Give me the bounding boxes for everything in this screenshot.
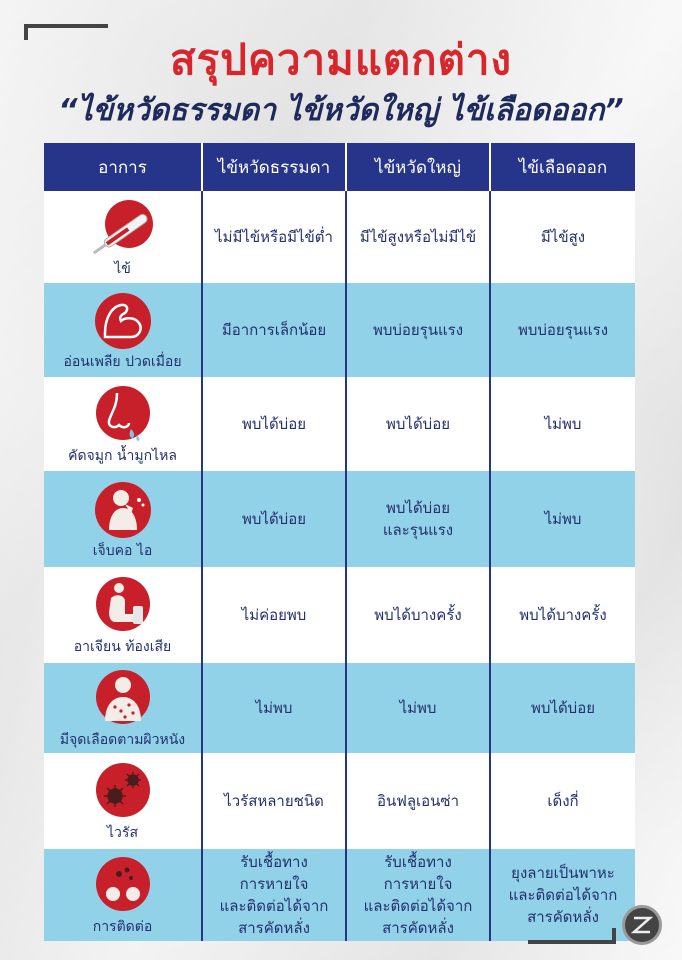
cell-influenza: พบได้บางครั้ง [346, 567, 490, 663]
symptom-cell [44, 663, 202, 753]
symptom-label: อ่อนเพลีย ปวดเมื่อย [63, 354, 182, 370]
brand-logo-icon [622, 905, 662, 945]
table-row [44, 471, 635, 567]
toilet-person-icon [91, 574, 155, 638]
cell-dengue: พบบ่อยรุนแรง [490, 283, 635, 377]
cell-dengue: ไม่พบ [490, 471, 635, 567]
cell-influenza: พบได้บ่อย และรุนแรง [346, 471, 490, 567]
cell-common-cold: รับเชื้อทาง การหายใจ และติดต่อได้จาก สารคัดหลั่ง [202, 849, 346, 941]
cell-dengue: เด็งกี่ [490, 753, 635, 849]
cell-influenza: พบได้บ่อย [346, 377, 490, 471]
cell-influenza: ไม่พบ [346, 663, 490, 753]
cell-common-cold: พบได้บ่อย [202, 377, 346, 471]
symptom-cell [44, 377, 202, 471]
cell-dengue: ไม่พบ [490, 377, 635, 471]
symptom-cell [44, 283, 202, 377]
spread-transmission-icon [91, 854, 155, 918]
symptom-cell [44, 567, 202, 663]
symptom-label: คัดจมูก น้ำมูกไหล [68, 448, 177, 464]
cell-influenza: อินฟลูเอนซ่า [346, 753, 490, 849]
cell-common-cold: ไม่มีไข้หรือมีไข้ต่ำ [202, 191, 346, 283]
header-dengue: ไข้เลือดออก [490, 143, 635, 191]
header-symptom: อาการ [44, 143, 202, 191]
thermometer-icon [91, 196, 155, 260]
symptom-label: การติดต่อ [92, 919, 153, 935]
cell-common-cold: ไม่พบ [202, 663, 346, 753]
virus-icon [91, 760, 155, 824]
table-row [44, 283, 635, 377]
comparison-table [44, 143, 635, 941]
cell-dengue: พบได้บ่อย [490, 663, 635, 753]
cell-dengue: พบได้บางครั้ง [490, 567, 635, 663]
cell-common-cold: ไวรัสหลายชนิด [202, 753, 346, 849]
symptom-cell [44, 753, 202, 849]
symptom-label: ไข้ [114, 261, 131, 277]
skin-rash-icon [91, 667, 155, 731]
cell-influenza: มีไข้สูงหรือไม่มีไข้ [346, 191, 490, 283]
cell-influenza: พบบ่อยรุนแรง [346, 283, 490, 377]
header-influenza: ไข้หวัดใหญ่ [346, 143, 490, 191]
muscle-arm-icon [91, 289, 155, 353]
corner-bracket-bottom-right [528, 928, 616, 944]
table-row [44, 567, 635, 663]
cell-dengue: มีไข้สูง [490, 191, 635, 283]
symptom-label: เจ็บคอ ไอ [92, 543, 153, 559]
cell-dengue: ยุงลายเป็นพาหะ และติดต่อได้จาก สารคัดหลั่ง [490, 849, 635, 941]
cell-common-cold: พบได้บ่อย [202, 471, 346, 567]
table-row [44, 753, 635, 849]
header-common-cold: ไข้หวัดธรรมดา [202, 143, 346, 191]
table-row [44, 377, 635, 471]
page-title: สรุปความแตกต่าง [170, 35, 512, 84]
table-row [44, 191, 635, 283]
cell-common-cold: ไม่ค่อยพบ [202, 567, 346, 663]
symptom-label: มีจุดเลือดตามผิวหนัง [59, 732, 186, 748]
symptom-cell [44, 471, 202, 567]
table-header-row [44, 143, 635, 191]
symptom-cell [44, 849, 202, 941]
coughing-person-icon [91, 478, 155, 542]
page-subtitle: “ไข้หวัดธรรมดา ไข้หวัดใหญ่ ไข้เลือดออก” [58, 93, 624, 128]
z-logo-icon [631, 914, 653, 936]
cell-influenza: รับเชื้อทาง การหายใจ และติดต่อได้จาก สารคัดหลั่ง [346, 849, 490, 941]
table-row [44, 663, 635, 753]
symptom-cell [44, 191, 202, 283]
runny-nose-icon [91, 383, 155, 447]
symptom-label: อาเจียน ท้องเสีย [73, 639, 172, 655]
symptom-label: ไวรัส [107, 825, 138, 841]
cell-common-cold: มีอาการเล็กน้อย [202, 283, 346, 377]
